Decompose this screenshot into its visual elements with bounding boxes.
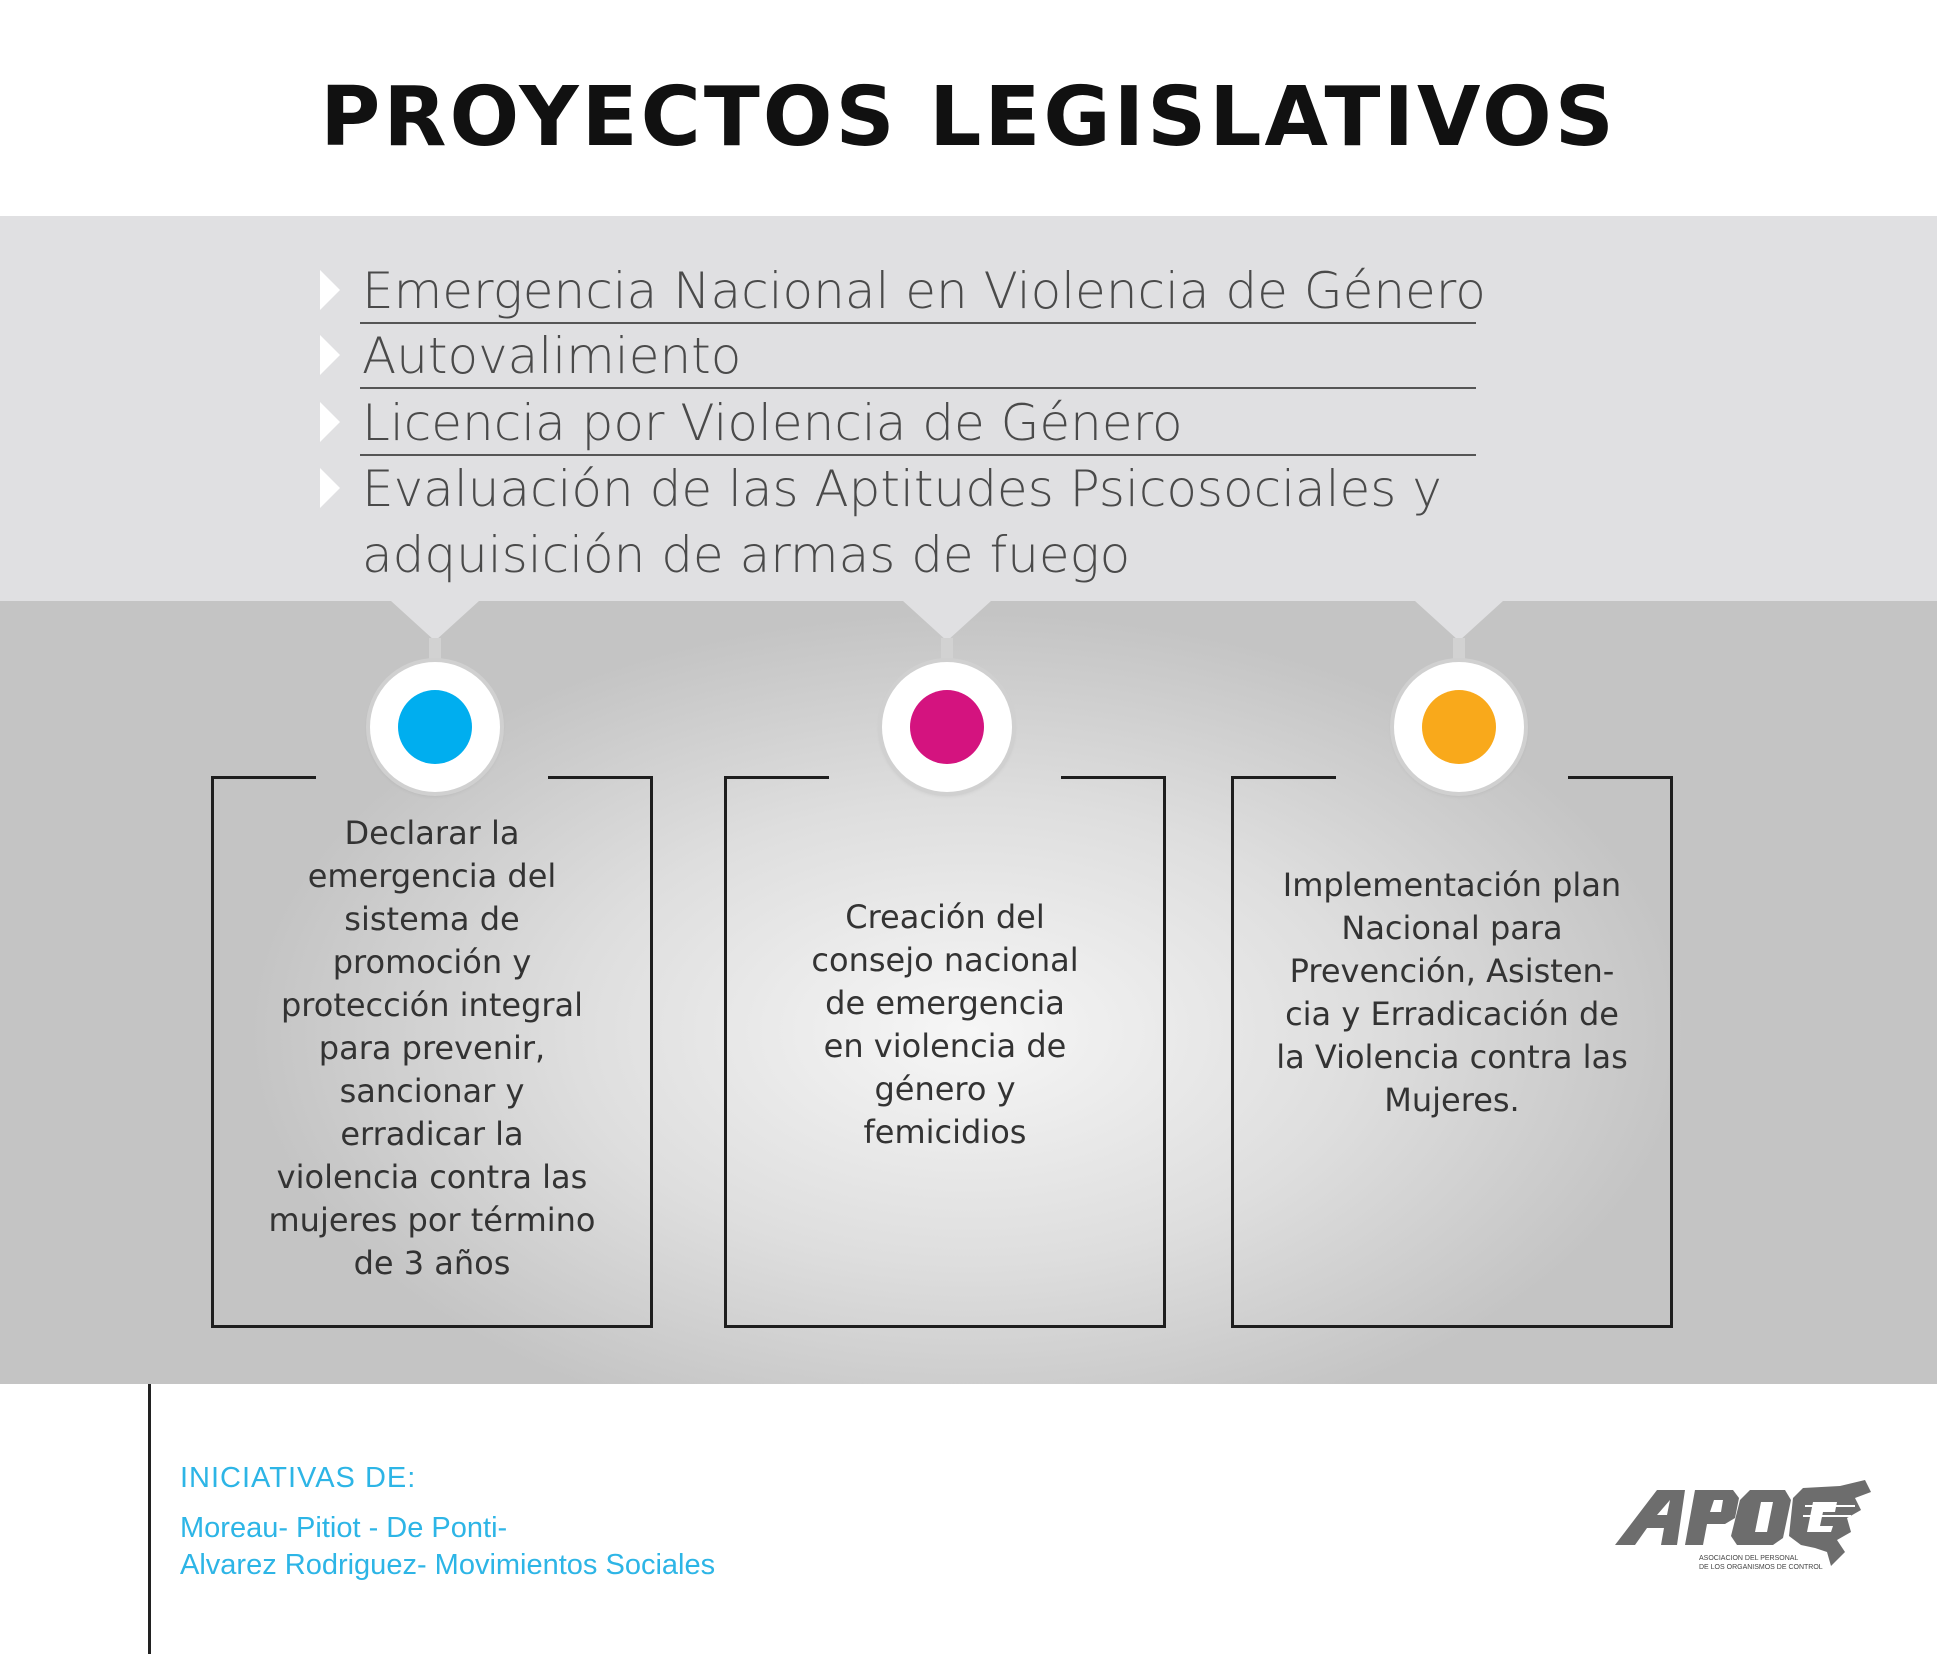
project-label: Emergencia Nacional en Violencia de Género xyxy=(362,262,1486,320)
footer-label: INICIATIVAS DE: xyxy=(180,1462,417,1494)
apoc-logo xyxy=(1615,1470,1880,1580)
card-text: Creación del consejo nacional de emergencia en violencia de género y femicidios xyxy=(811,898,1079,1151)
connector-stem xyxy=(429,638,441,660)
footer-names: Moreau- Pitiot - De Ponti- Alvarez Rodriguez- Movimientos Sociales xyxy=(180,1512,716,1581)
card-3 xyxy=(1231,776,1673,1328)
pointer-notch xyxy=(1415,601,1503,641)
svg-text:ASOCIACION DEL PERSONAL: ASOCIACION DEL PERSONAL xyxy=(1699,1555,1799,1562)
triangle-bullet-icon xyxy=(320,335,340,375)
project-label: Licencia por Violencia de Género xyxy=(362,394,1183,452)
page-title: PROYECTOS LEGISLATIVOS xyxy=(320,70,1617,165)
card-2 xyxy=(724,776,1166,1328)
triangle-bullet-icon xyxy=(320,270,340,310)
orange-dot-icon xyxy=(1422,690,1496,764)
magenta-dot-icon xyxy=(910,690,984,764)
connector-stem xyxy=(1453,638,1465,660)
footer-divider xyxy=(148,1384,151,1654)
connector-stem xyxy=(941,638,953,660)
svg-text:DE LOS ORGANISMOS DE CONTROL: DE LOS ORGANISMOS DE CONTROL xyxy=(1699,1564,1823,1571)
triangle-bullet-icon xyxy=(320,468,340,508)
card-text: Implementación plan Nacional para Prevención, Asisten- cia y Erradicación de la Violencia contra las Mujeres. xyxy=(1276,866,1628,1119)
card-badge-1 xyxy=(370,662,500,792)
project-label: Evaluación de las Aptitudes Psicosociales y adquisición de armas de fuego xyxy=(362,460,1442,584)
pointer-notch xyxy=(903,601,991,641)
card-1 xyxy=(211,776,653,1328)
card-text: Declarar la emergencia del sistema de promoción y protección integral para prevenir, sancionar y erradicar la violencia contra las mujeres por término de 3 años xyxy=(268,814,596,1282)
triangle-bullet-icon xyxy=(320,402,340,442)
divider xyxy=(360,387,1476,389)
card-badge-2 xyxy=(882,662,1012,792)
card-badge-3 xyxy=(1394,662,1524,792)
blue-dot-icon xyxy=(398,690,472,764)
project-label: Autovalimiento xyxy=(362,327,742,385)
pointer-notch xyxy=(391,601,479,641)
